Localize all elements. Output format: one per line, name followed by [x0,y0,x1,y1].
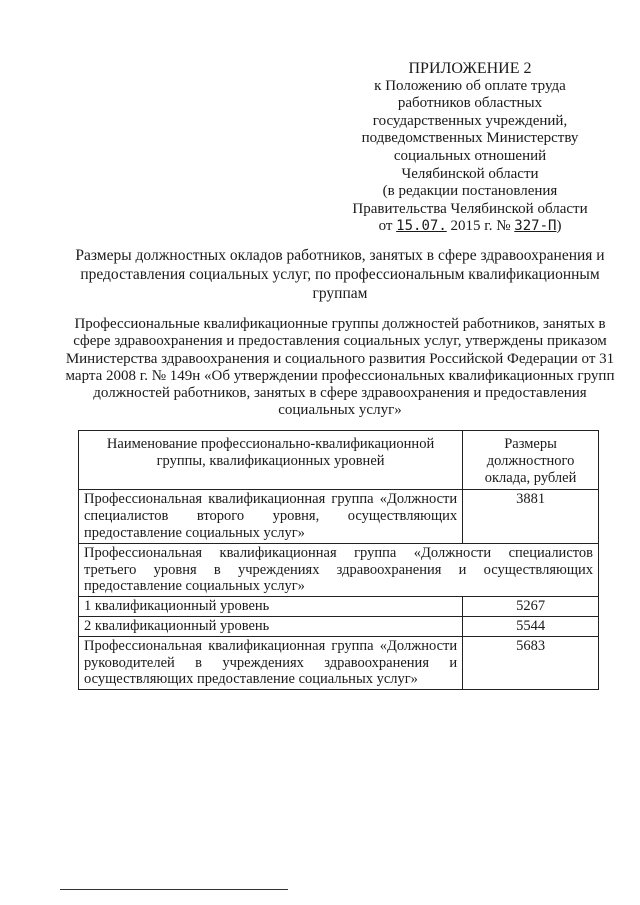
handwritten-date: 15.07. [396,218,447,235]
row-value: 3881 [463,490,599,543]
row-name: Профессиональная квалификационная группа «Должности руководителей в учреждениях здравоохранения и осуществляющих предоставление социальных услуг» [79,636,463,689]
appendix-line: государственных учреждений, [372,112,568,129]
intro-paragraph: Профессиональные квалификационные группы должностей работников, занятых в сфере здравоохранения и предоставления социальных услуг, утверждены приказом Министерства здравоохранения и социального развития Российской Федерации от 31 марта 2008 г. № 149н «Об утверждении профессиональных квалификационных групп должностей работников, занятых в сфере здравоохранения и предоставления социальных услуг» [65,316,615,419]
row-name: Профессиональная квалификационная группа «Должности специалистов третьего уровня в учреждениях здравоохранения и осуществляющих предоставление социальных услуг» [79,543,599,596]
footnote-divider [60,889,288,890]
appendix-line: (в редакции постановления [382,183,558,200]
appendix-header [330,60,610,236]
appendix-title: ПРИЛОЖЕНИЕ 2 [408,60,532,77]
resolution-date-line [330,218,610,236]
table-row [79,597,599,617]
appendix-line: работников областных [397,95,543,112]
row-value: 5544 [463,616,599,636]
document-title: Размеры должностных окладов работников, занятых в сфере здравоохранения и предоставления социальных услуг, по профессиональным квалификационным группам [75,247,605,302]
row-name: 2 квалификационный уровень [79,616,463,636]
header-group-name: Наименование профессионально-квалификационной группы, квалификационных уровней [79,431,463,490]
row-name: 1 квалификационный уровень [79,597,463,617]
appendix-line: социальных отношений [393,147,547,164]
appendix-line: Правительства Челябинской области [352,200,588,217]
appendix-line: Челябинской области [401,165,539,182]
table-row [79,543,599,596]
date-suffix: ) [556,218,562,235]
date-year: 2015 г. № [450,218,511,235]
row-value: 5267 [463,597,599,617]
table-row [79,616,599,636]
row-value: 5683 [463,636,599,689]
appendix-line: к Положению об оплате труда [374,77,566,94]
header-salary: Размеры должностного оклада, рублей [463,431,599,490]
table-row [79,490,599,543]
salary-table [78,430,599,690]
row-name: Профессиональная квалификационная группа «Должности специалистов второго уровня, осуществляющих предоставление социальных услуг» [79,490,463,543]
table-row [79,636,599,689]
handwritten-number: 327-П [514,218,557,235]
appendix-line: подведомственных Министерству [361,130,579,147]
table-header-row [79,431,599,490]
date-prefix: от [378,218,393,235]
